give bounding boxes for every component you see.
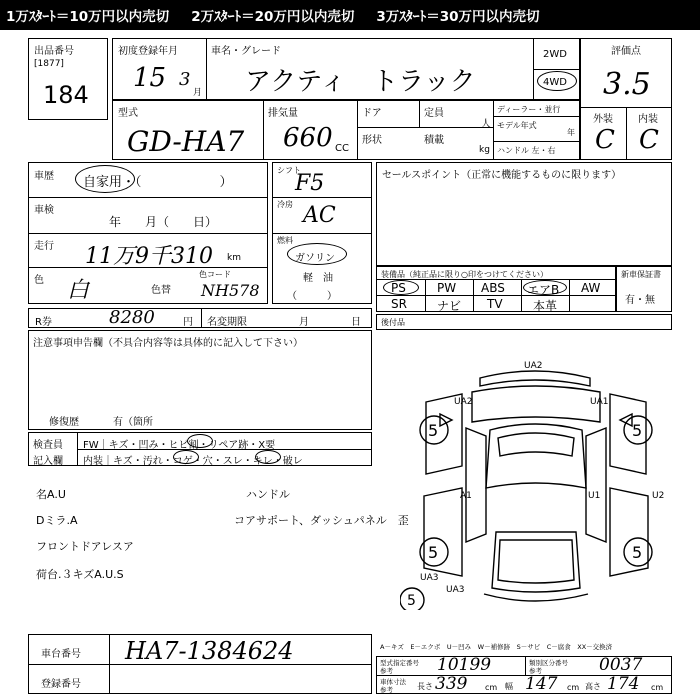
damage-mark-left-front: UA2: [454, 397, 473, 407]
ref-label: 参考: [380, 686, 393, 694]
repair-history-label: 修復歴: [49, 417, 79, 428]
recycle-row: [28, 308, 372, 328]
entry-label: 記入欄: [33, 456, 63, 467]
first-reg-label: 初度登録年月: [118, 46, 178, 57]
sales-point-label: セールスポイント（正常に機能するものに限ります）: [382, 170, 622, 181]
warranty-box: [616, 266, 672, 312]
cm-unit: cm: [567, 683, 580, 692]
aftermarket-box: [376, 314, 672, 330]
kg-unit: kg: [479, 145, 490, 155]
inspect-circle-2: [173, 450, 199, 464]
score-value: 3.5: [603, 67, 651, 102]
reg-number-label: 登録番号: [41, 679, 81, 690]
interior-grade: C: [639, 125, 659, 155]
damage-mark-top: UA2: [524, 361, 543, 371]
displacement-value: 660: [283, 123, 333, 153]
height-label: 高さ: [585, 682, 601, 691]
damage-mark-far-right: U2: [652, 491, 665, 501]
car-damage-diagram: [400, 356, 672, 610]
ac-label: 冷房: [277, 200, 293, 209]
fuel-circle: [287, 243, 347, 265]
model-value: GD-HA7: [127, 125, 245, 158]
equipment-pw: PW: [437, 281, 457, 295]
cm-unit: cm: [651, 683, 664, 692]
tire-value: 5: [428, 543, 439, 562]
equipment-tv: TV: [487, 297, 503, 311]
header-banner: [0, 0, 700, 30]
person-unit: 人: [481, 119, 491, 130]
handwritten-note: ハンドル: [246, 488, 290, 501]
damage-mark-right-front: UA1: [590, 397, 609, 407]
equipment-airbag: エアB: [527, 283, 560, 297]
damage-mark-rear-lower: UA3: [446, 585, 465, 595]
warranty-label: 新車保証書: [621, 270, 661, 279]
first-reg-year: 15: [133, 63, 167, 93]
fuel-diesel: 軽 油: [303, 273, 333, 284]
history-options: 自家用・（ ）: [83, 175, 233, 190]
aftermarket-label: 後付品: [381, 318, 405, 327]
inspection-options: 年 月（ 日）: [109, 215, 218, 229]
width-value: 147: [525, 674, 558, 694]
inspect-row2: 内装｜キズ・汚れ・コゲ・穴・スレ・キレ・破レ: [83, 456, 303, 467]
equipment-ps: PS: [391, 281, 406, 295]
km-unit: km: [227, 253, 241, 263]
lot-code: [1877]: [34, 59, 64, 69]
equipment-sr: SR: [391, 297, 407, 311]
shift-box: [272, 162, 372, 304]
handle-label: ハンドル 左・右: [497, 146, 556, 155]
tire-value: 5: [632, 543, 643, 562]
interior-label: 内装: [638, 114, 658, 125]
year-unit: 年: [567, 128, 575, 137]
damage-mark-rear-left: UA3: [420, 573, 439, 583]
capacity-label: 定員: [424, 108, 444, 119]
score-box: [580, 38, 672, 160]
shape-label: 形状: [362, 135, 382, 146]
notes-label: 注意事項申告欄（不具合内容等は具体的に記入して下さい）: [33, 338, 303, 349]
handwritten-note: フロントドアレスア: [36, 540, 134, 553]
equipment-airbag-circle: [523, 280, 567, 295]
equipment-leather: 本革: [533, 299, 558, 313]
color-change-label: 色替: [151, 285, 171, 296]
lot-number: 184: [43, 81, 89, 109]
ac-value: AC: [303, 203, 336, 228]
inspector-label: 検査員: [33, 440, 63, 451]
category-value: 0037: [599, 655, 643, 675]
vehicle-info-box: [28, 162, 268, 304]
month-unit: 月: [193, 88, 203, 98]
damage-mark-left-side: A1: [460, 491, 472, 501]
ref-label: 参考: [529, 667, 542, 675]
equipment-label: 装備品（純正品に限り○印をつけてください）: [381, 270, 548, 279]
fuel-other: （ ）: [287, 291, 337, 302]
width-label: 幅: [505, 682, 513, 691]
model-year-label: モデル年式: [497, 121, 537, 130]
dimensions-box: [376, 656, 672, 694]
mileage-label: 走行: [34, 241, 54, 252]
dealer-label: ディーラー・並行: [497, 105, 561, 114]
door-label: ドア: [362, 108, 382, 119]
ref-label: 参考: [380, 667, 393, 675]
tire-value: 5: [632, 421, 643, 440]
inspect-row1: FW｜キズ・凹み・ヒビ割・リペア跡・X要: [83, 440, 276, 451]
equipment-aw: AW: [581, 281, 601, 295]
dims-label: 車体寸法: [380, 678, 406, 686]
mileage-value: 11万9千310: [85, 244, 213, 269]
name-change-label: 名変期限: [207, 317, 247, 328]
model-label: 型式: [118, 108, 138, 119]
color-value: 白: [67, 278, 90, 303]
handwritten-note: 名A.U: [36, 488, 66, 501]
type-designation-value: 10199: [437, 655, 492, 675]
fuel-gasoline: ガソリン: [295, 253, 335, 264]
lot-label: 出品番号: [34, 46, 74, 57]
handwritten-note: コアサポート、ダッシュパネル 歪: [234, 514, 409, 527]
equipment-navi: ナビ: [437, 299, 462, 313]
recycle-value: 8280: [109, 307, 155, 328]
equipment-box: [376, 266, 616, 312]
chassis-value: HA7-1384624: [125, 637, 294, 665]
lot-box: [28, 38, 108, 120]
yen-unit: 円: [183, 317, 193, 328]
recycle-label: R券: [35, 317, 52, 328]
model-box: [112, 100, 580, 160]
score-label: 評価点: [611, 46, 641, 57]
type-designation-label: 型式指定番号: [380, 659, 419, 667]
length-label: 長さ: [417, 682, 433, 691]
cc-unit: CC: [335, 143, 349, 154]
warranty-options: 有・無: [625, 295, 655, 306]
shift-value: F5: [295, 171, 325, 196]
month-label: 月: [299, 317, 309, 328]
repair-present: 有（箇所: [113, 417, 153, 428]
banner-item: 1万ｽﾀｰﾄ＝10万円以内売切: [6, 9, 170, 25]
car-name: アクティ トラック: [245, 67, 476, 97]
tire-value: 5: [407, 593, 416, 609]
handwritten-note: 荷台.３キズA.U.S: [36, 568, 124, 581]
cm-unit: cm: [485, 683, 498, 692]
exterior-label: 外装: [593, 114, 613, 125]
load-label: 積載: [424, 135, 444, 146]
drive-4wd-circle: [537, 71, 577, 91]
first-reg-name-box: [112, 38, 580, 100]
drive-4wd: 4WD: [543, 77, 567, 88]
color-label: 色: [34, 275, 44, 286]
banner-item: 3万ｽﾀｰﾄ＝30万円以内売切: [376, 9, 540, 25]
sales-point-box: [376, 162, 672, 266]
shift-label: シフト: [277, 166, 301, 175]
inspect-circle-3: [255, 450, 281, 464]
chassis-box: [28, 634, 372, 694]
inspection-label: 車検: [34, 205, 54, 216]
tire-value: 5: [428, 421, 439, 440]
category-label: 類別区分番号: [529, 659, 568, 667]
exterior-grade: C: [595, 125, 615, 155]
color-code-value: NH578: [201, 281, 260, 300]
banner-item: 2万ｽﾀｰﾄ＝20万円以内売切: [191, 9, 355, 25]
history-label: 車歴: [34, 171, 54, 182]
inspector-box: [28, 432, 372, 466]
handwritten-note: Dミラ.A: [36, 514, 78, 527]
first-reg-month: 3: [179, 69, 191, 90]
inspect-circle-1: [187, 434, 213, 448]
displacement-label: 排気量: [268, 108, 298, 119]
drive-2wd: 2WD: [543, 49, 567, 60]
damage-mark-right-side: U1: [588, 491, 601, 501]
color-code-label: 色コード: [199, 270, 231, 279]
height-value: 174: [607, 674, 640, 694]
length-value: 339: [435, 674, 468, 694]
equipment-abs: ABS: [481, 281, 505, 295]
car-name-label: 車名・グレード: [211, 46, 281, 57]
history-circle: [75, 165, 135, 193]
legend: A－キズ E－エクボ U－凹み W－補修跡 S－サビ C－腐食 XX－交換済: [380, 643, 613, 651]
equipment-ps-circle: [383, 280, 419, 295]
fuel-label: 燃料: [277, 236, 293, 245]
day-label: 日: [351, 317, 361, 328]
notes-box: [28, 330, 372, 430]
chassis-label: 車台番号: [41, 649, 81, 660]
